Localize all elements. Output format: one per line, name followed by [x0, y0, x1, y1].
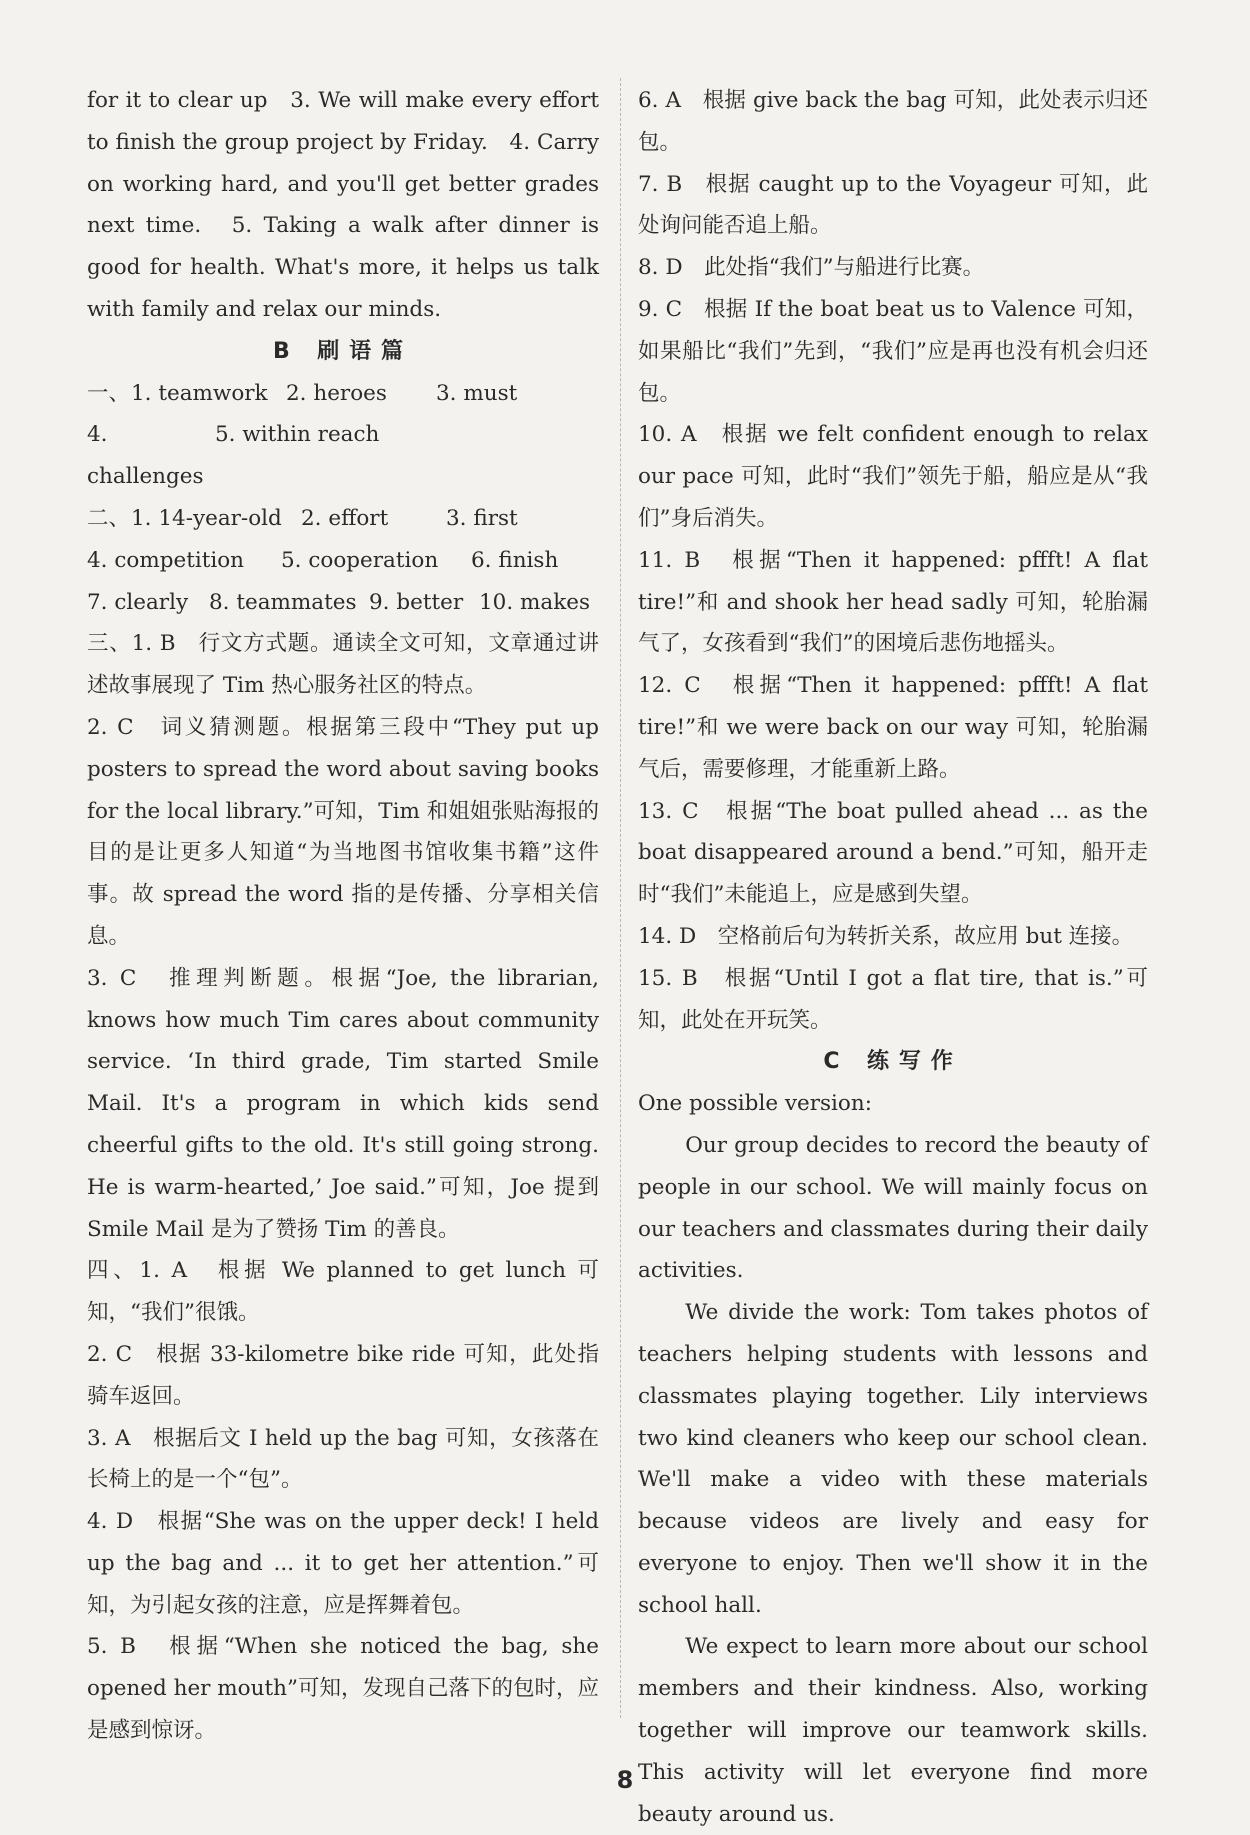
page-number: 8	[616, 1766, 634, 1794]
cloze-answer: 7. B 根据 caught up to the Voyageur 可知，此处询问能否追上船。	[638, 171, 1148, 239]
vocab-answer: 8. teammates	[209, 589, 357, 615]
vocab-answer: 10. makes	[479, 589, 591, 615]
cloze-answer: 13. C 根据“The boat pulled ahead ... as the boat disappeared around a bend.”可知，船开走时“我们”未能追上，应是感到失望。	[638, 798, 1148, 908]
cloze-answer: 11. B 根据“Then it happened: pffft! A flat tire!”和 and shook her head sadly 可知，轮胎漏气了，女孩看到“我们”的困境后悲伤地摇头。	[638, 547, 1148, 657]
cloze-answer: 5. B 根据“When she noticed the bag, she opened her mouth”可知，发现自己落下的包时，应是感到惊讶。	[87, 1634, 599, 1744]
cloze-answer: 14. D 空格前后句为转折关系，故应用 but 连接。	[638, 923, 1134, 949]
section-b-heading: B 刷语篇	[273, 338, 413, 364]
vocab-answer: 6. finish	[471, 547, 559, 573]
cloze-answer: 6. A 根据 give back the bag 可知，此处表示归还包。	[638, 88, 1148, 155]
vocab-answer: 1. 14-year-old	[131, 505, 282, 531]
cloze-answer: 2. C 根据 33-kilometre bike ride 可知，此处指骑车返回。	[87, 1341, 599, 1409]
vocab-row	[87, 373, 599, 415]
cloze-answer: 10. A 根据 we felt confident enough to relax our pace 可知，此时“我们”领先于船，船应是从“我们”身后消失。	[638, 422, 1148, 531]
vocab-answer: 5. within reach	[215, 422, 380, 448]
vocab-answer: 1. teamwork	[131, 380, 268, 406]
cloze-answer: 8. D 此处指“我们”与船进行比赛。	[638, 255, 985, 281]
vocab1-label: 一、	[87, 380, 131, 406]
cloze-answer: 4. D 根据“She was on the upper deck! I held up the bag and ... it to get her attention.”可知，为引起女孩的注意，应是挥舞着包。	[87, 1509, 599, 1618]
essay-paragraph: Our group decides to record the beauty of people in our school. We will mainly focus on our teachers and classmates during their daily activities.	[638, 1132, 1148, 1284]
vocab-answer: 2. effort	[301, 505, 389, 531]
essay-paragraph: We divide the work: Tom takes photos of teachers helping students with lessons and classmates playing together. Lily interviews two kind cleaners who keep our school clean. We'll make a video with these materials because videos are lively and easy for everyone to enjoy. Then we'll show it in the school hall.	[638, 1300, 1148, 1618]
vocab-row	[87, 540, 599, 582]
vocab-answer: 5. cooperation	[281, 547, 439, 573]
column-divider	[620, 78, 621, 1718]
writing-answers-continued: for it to clear up 3. We will make every effort to finish the group project by Friday. 4. Carry on working hard, and you'll get better grades next time. 5. Taking a walk after dinner is good for health. What's more, it helps us talk with family and relax our minds.	[87, 88, 599, 322]
vocab2-label: 二、	[87, 505, 131, 531]
reading-answer: 2. C 词义猜测题。根据第三段中“They put up posters to spread the word about saving books for the local library.”可知，Tim 和姐姐张贴海报的目的是让更多人知道“为当地图书馆收集书籍”这件事。故 spread the word 指的是传播、分享相关信息。	[87, 714, 599, 949]
section-c-heading: C 练写作	[823, 1049, 963, 1075]
reading-answer: 三、1. B 行文方式题。通读全文可知，文章通过讲述故事展现了 Tim 热心服务社区的特点。	[87, 631, 599, 699]
right-column	[638, 80, 1148, 1835]
vocab-answer: 4. competition	[87, 547, 245, 573]
vocab-answer: 4. challenges	[87, 422, 204, 490]
vocab-row	[87, 582, 599, 624]
cloze-answer: 3. A 根据后文 I held up the bag 可知，女孩落在长椅上的是一个“包”。	[87, 1425, 599, 1493]
vocab-answer: 2. heroes	[286, 380, 387, 406]
vocab-row	[87, 414, 599, 498]
cloze-answer: 四、1. A 根据 We planned to get lunch 可知，“我们”很饿。	[87, 1258, 599, 1326]
cloze-answer: 15. B 根据“Until I got a flat tire, that is.”可知，此处在开玩笑。	[638, 965, 1148, 1033]
left-column	[87, 80, 599, 1752]
vocab-row	[87, 498, 599, 540]
vocab-answer: 3. must	[436, 380, 518, 406]
essay-paragraph: We expect to learn more about our school members and their kindness. Also, working together will improve our teamwork skills. This activity will let everyone find more beauty around us.	[638, 1634, 1148, 1827]
vocab-answer: 3. first	[446, 505, 518, 531]
vocab-answer: 7. clearly	[87, 589, 189, 615]
cloze-answer: 9. C 根据 If the boat beat us to Valence 可知，如果船比“我们”先到，“我们”应是再也没有机会归还包。	[638, 296, 1148, 406]
vocab-answer: 9. better	[369, 589, 464, 615]
reading-answer: 3. C 推理判断题。根据“Joe, the librarian, knows how much Tim cares about community service. ‘In third grade, Tim started Smile Mail. It's a program in which kids send cheerful gifts to the old. It's still going strong. He is warm-hearted,’ Joe said.”可知，Joe 提到 Smile Mail 是为了赞扬 Tim 的善良。	[87, 965, 599, 1242]
essay-intro: One possible version:	[638, 1091, 872, 1117]
cloze-answer: 12. C 根据“Then it happened: pffft! A flat tire!”和 we were back on our way 可知，轮胎漏气后，需要修理，才能重新上路。	[638, 673, 1148, 782]
